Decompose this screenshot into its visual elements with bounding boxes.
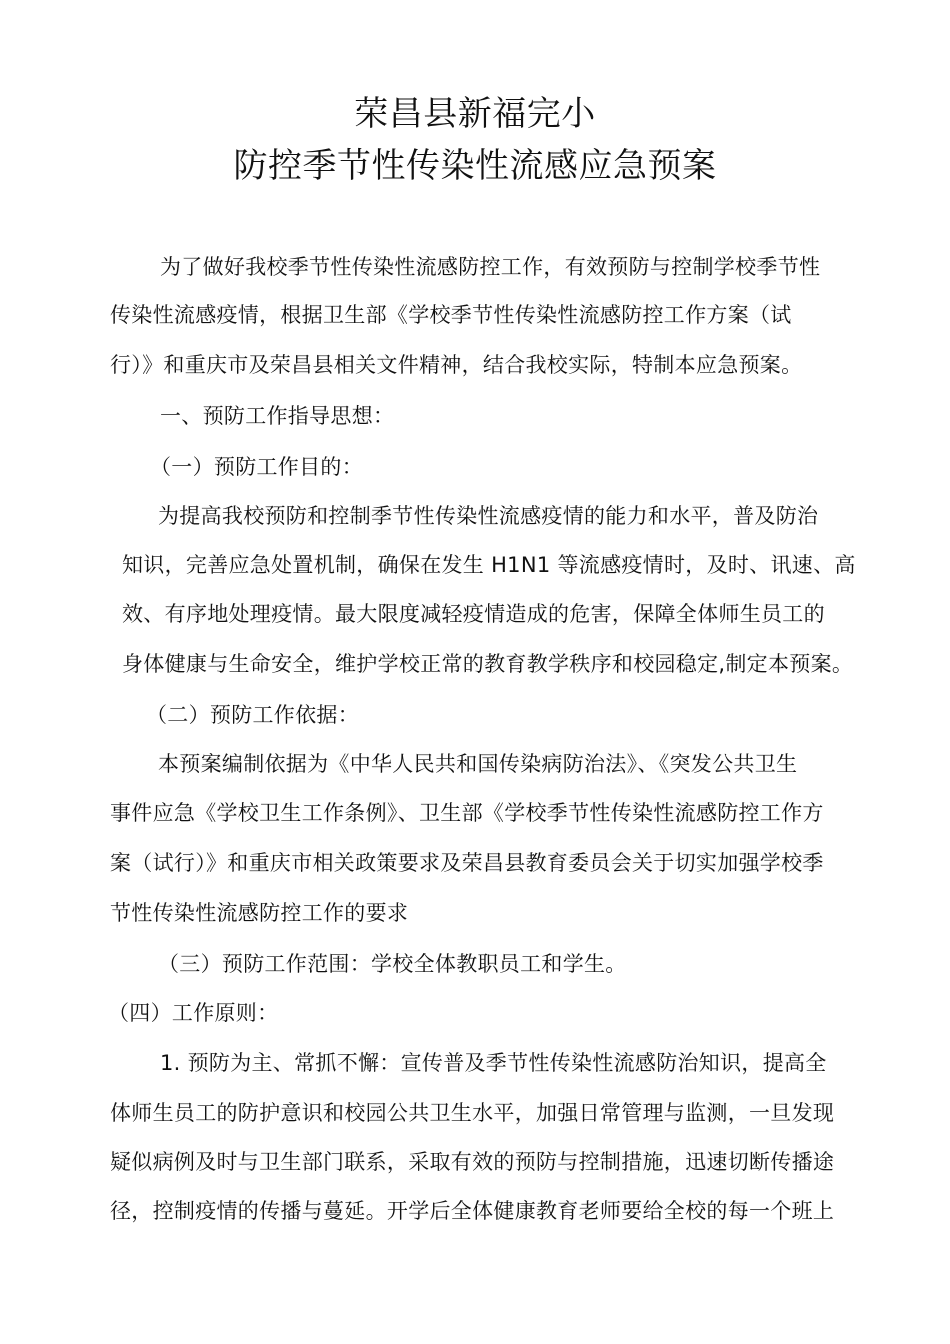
- body-line: 本预案编制依据为《中华人民共和国传染病防治法》、《突发公共卫生: [158, 752, 798, 776]
- body-line: 节性传染性流感防控工作的要求: [110, 901, 409, 925]
- document-title-line-1: 荣昌县新福完小: [354, 94, 596, 134]
- body-line: 体师生员工的防护意识和校园公共卫生水平，加强日常管理与监测，一旦发现: [110, 1101, 835, 1125]
- section-heading: 一、预防工作指导思想：: [160, 404, 395, 428]
- subsection-heading: （一）预防工作目的：: [150, 455, 363, 479]
- body-line: 案（试行）》和重庆市相关政策要求及荣昌县教育委员会关于切实加强学校季: [110, 851, 824, 875]
- subsection-heading: （四）工作原则：: [108, 1001, 279, 1025]
- body-line: 知识，完善应急处置机制，确保在发生 H1N1 等流感疫情时，及时、讯速、高: [122, 553, 856, 577]
- body-line: 传染性流感疫情，根据卫生部《学校季节性传染性流感防控工作方案（试: [110, 303, 792, 327]
- body-line: 效、有序地处理疫情。最大限度减轻疫情造成的危害，保障全体师生员工的: [122, 602, 825, 626]
- body-line: 疑似病例及时与卫生部门联系，采取有效的预防与控制措施，迅速切断传播途: [110, 1150, 835, 1174]
- subsection-heading: （三）预防工作范围：学校全体教职员工和学生。: [158, 952, 627, 976]
- body-line: 身体健康与生命安全，维护学校正常的教育教学秩序和校园稳定,制定本预案。: [122, 652, 854, 676]
- body-line: 为了做好我校季节性传染性流感防控工作，有效预防与控制学校季节性: [160, 255, 821, 279]
- subsection-heading: （二）预防工作依据：: [146, 703, 359, 727]
- body-line: 行）》和重庆市及荣昌县相关文件精神，结合我校实际，特制本应急预案。: [110, 353, 803, 377]
- document-title-line-2: 防控季节性传染性流感应急预案: [233, 146, 717, 186]
- body-line: 为提高我校预防和控制季节性传染性流感疫情的能力和水平，普及防治: [158, 504, 819, 528]
- body-line: 事件应急《学校卫生工作条例》、卫生部《学校季节性传染性流感防控工作方: [110, 801, 824, 825]
- body-line: 径，控制疫情的传播与蔓延。开学后全体健康教育老师要给全校的每一个班上: [110, 1199, 835, 1223]
- body-line: 1. 预防为主、常抓不懈：宣传普及季节性传染性流感防治知识，提高全: [160, 1051, 827, 1075]
